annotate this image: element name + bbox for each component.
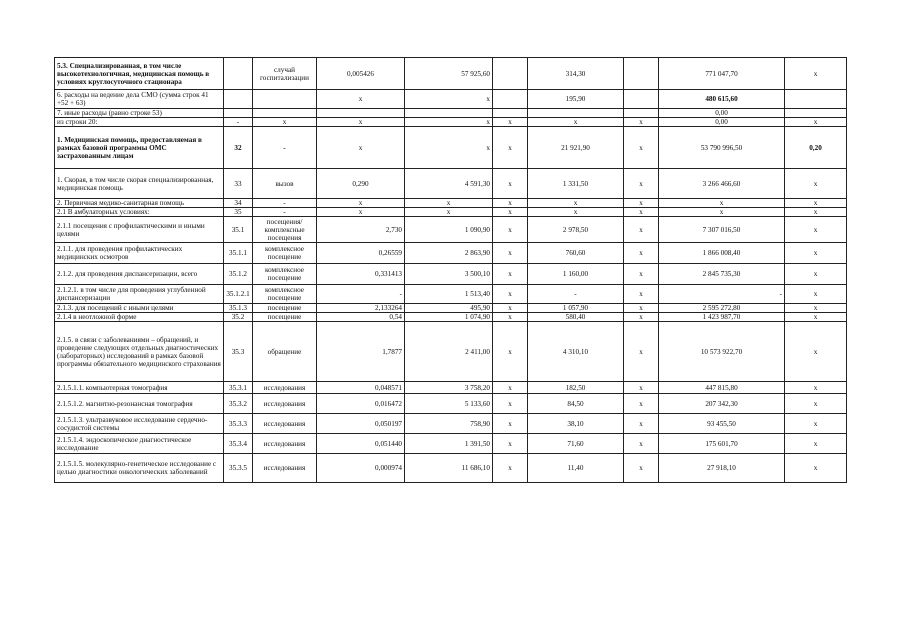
row-value-1: 0,54 xyxy=(317,313,405,322)
row-value-4: 21 921,90 xyxy=(528,127,624,169)
row-unit: посещение xyxy=(253,313,317,322)
row-name: 2.1.5.1.3. ультразвуковое исследование сердечно-сосудистой системы xyxy=(55,414,224,434)
row-value-7: х xyxy=(785,217,847,243)
row-code: 35.3 xyxy=(224,322,253,382)
row-value-6: 0,00 xyxy=(659,109,785,118)
row-value-7: х xyxy=(785,285,847,304)
row-value-5: х xyxy=(624,304,659,313)
row-unit: исследования xyxy=(253,434,317,454)
row-unit: случай госпитализации xyxy=(253,58,317,90)
row-code: 34 xyxy=(224,199,253,208)
row-name: 2.1.4 в неотложной форме xyxy=(55,313,224,322)
table-row xyxy=(55,434,847,454)
row-value-4: 71,60 xyxy=(528,434,624,454)
row-value-6: 2 845 735,30 xyxy=(659,264,785,285)
row-name: 2.1.5. в связи с заболеваниями – обращений, и проведение следующих отдельных диагностических (лабораторных) исследований в рамках базовой программы обязательного медицинского страхования xyxy=(55,322,224,382)
row-unit: исследования xyxy=(253,414,317,434)
row-value-3: х xyxy=(493,208,528,217)
row-value-4: - xyxy=(528,285,624,304)
row-value-3: х xyxy=(493,285,528,304)
row-value-7: х xyxy=(785,264,847,285)
row-value-7 xyxy=(785,90,847,109)
row-value-7 xyxy=(785,109,847,118)
row-value-1: 2,730 xyxy=(317,217,405,243)
row-value-6: х xyxy=(659,199,785,208)
table-row xyxy=(55,414,847,434)
row-code: 35.3.2 xyxy=(224,394,253,414)
row-unit: комплексное посещение xyxy=(253,264,317,285)
row-value-6: х xyxy=(659,208,785,217)
row-value-2: 2 863,90 xyxy=(405,243,493,264)
row-value-2 xyxy=(405,109,493,118)
row-value-7: х xyxy=(785,414,847,434)
row-value-5: х xyxy=(624,434,659,454)
row-value-7: х xyxy=(785,208,847,217)
row-value-5: х xyxy=(624,118,659,127)
row-value-1 xyxy=(317,109,405,118)
row-value-3: х xyxy=(493,434,528,454)
row-value-1: 2,133264 xyxy=(317,304,405,313)
row-value-6: - xyxy=(659,285,785,304)
row-value-4: 1 331,50 xyxy=(528,169,624,199)
row-value-6: 93 455,50 xyxy=(659,414,785,434)
row-value-2: 3 758,20 xyxy=(405,382,493,394)
row-value-5 xyxy=(624,109,659,118)
row-value-2: 1 391,50 xyxy=(405,434,493,454)
row-value-2: 1 090,90 xyxy=(405,217,493,243)
row-value-7: х xyxy=(785,304,847,313)
row-value-5: х xyxy=(624,127,659,169)
row-code: 32 xyxy=(224,127,253,169)
row-value-1: - xyxy=(317,285,405,304)
row-code: 35 xyxy=(224,208,253,217)
row-value-2: х xyxy=(405,208,493,217)
row-code xyxy=(224,109,253,118)
row-value-7: х xyxy=(785,58,847,90)
row-unit: комплексное посещение xyxy=(253,243,317,264)
row-value-1: х xyxy=(317,90,405,109)
row-value-5: х xyxy=(624,199,659,208)
row-value-6: 10 573 922,70 xyxy=(659,322,785,382)
row-unit: посещения/комплексные посещения xyxy=(253,217,317,243)
row-value-3: х xyxy=(493,118,528,127)
row-code: 35.1.2 xyxy=(224,264,253,285)
row-name: 2.1.2. для проведения диспансеризации, всего xyxy=(55,264,224,285)
row-value-6: 1 423 987,70 xyxy=(659,313,785,322)
row-value-5: х xyxy=(624,414,659,434)
row-value-1: х xyxy=(317,118,405,127)
row-value-6: 2 595 272,80 xyxy=(659,304,785,313)
row-value-2: 3 500,10 xyxy=(405,264,493,285)
row-value-5: х xyxy=(624,208,659,217)
row-value-5 xyxy=(624,58,659,90)
row-value-7: х xyxy=(785,118,847,127)
row-value-2: х xyxy=(405,199,493,208)
row-value-3 xyxy=(493,90,528,109)
row-value-4: 2 978,50 xyxy=(528,217,624,243)
row-value-6: 3 266 466,60 xyxy=(659,169,785,199)
row-value-1: 0,016472 xyxy=(317,394,405,414)
row-value-1: 0,051440 xyxy=(317,434,405,454)
row-value-5: х xyxy=(624,454,659,483)
row-name: 2. Первичная медико-санитарная помощь xyxy=(55,199,224,208)
row-value-5: х xyxy=(624,394,659,414)
row-value-4: 1 160,00 xyxy=(528,264,624,285)
row-value-5: х xyxy=(624,169,659,199)
row-value-1: 0,290 xyxy=(317,169,405,199)
row-value-2: 5 133,60 xyxy=(405,394,493,414)
row-value-3: х xyxy=(493,169,528,199)
row-value-6: 447 815,80 xyxy=(659,382,785,394)
table-row xyxy=(55,199,847,208)
row-unit: обращение xyxy=(253,322,317,382)
row-value-2: 1 074,90 xyxy=(405,313,493,322)
row-value-4: 760,60 xyxy=(528,243,624,264)
row-value-4: 195,90 xyxy=(528,90,624,109)
row-value-3: х xyxy=(493,217,528,243)
table-row xyxy=(55,58,847,90)
row-name: 6. расходы на ведение дела СМО (сумма строк 41 +52 + 63) xyxy=(55,90,224,109)
row-unit: исследования xyxy=(253,394,317,414)
row-code: 35.1.1 xyxy=(224,243,253,264)
row-value-1: 0,048571 xyxy=(317,382,405,394)
row-code: 35.2 xyxy=(224,313,253,322)
row-unit xyxy=(253,90,317,109)
row-value-2: 2 411,00 xyxy=(405,322,493,382)
row-value-6: 771 047,70 xyxy=(659,58,785,90)
table-row xyxy=(55,264,847,285)
row-value-7: х xyxy=(785,199,847,208)
row-value-5: х xyxy=(624,382,659,394)
row-value-1: 0,26559 xyxy=(317,243,405,264)
table-row xyxy=(55,208,847,217)
row-value-1: х xyxy=(317,199,405,208)
tariff-table xyxy=(54,57,847,483)
row-value-1: 0,331413 xyxy=(317,264,405,285)
row-value-1: 0,000974 xyxy=(317,454,405,483)
row-value-5: х xyxy=(624,243,659,264)
row-name: 1. Медицинская помощь, предоставляемая в рамках базовой программы ОМС застрахованным лицам xyxy=(55,127,224,169)
row-value-3: х xyxy=(493,414,528,434)
row-value-6: 175 601,70 xyxy=(659,434,785,454)
row-value-2: 495,90 xyxy=(405,304,493,313)
row-value-7: х xyxy=(785,382,847,394)
row-code: 35.1.3 xyxy=(224,304,253,313)
row-value-7: 0,20 xyxy=(785,127,847,169)
row-value-4: 314,30 xyxy=(528,58,624,90)
row-value-5: х xyxy=(624,264,659,285)
row-name: из строки 20: xyxy=(55,118,224,127)
row-code: 35.3.5 xyxy=(224,454,253,483)
row-code: 35.3.3 xyxy=(224,414,253,434)
row-value-6: 0,00 xyxy=(659,118,785,127)
row-name: 2.1.5.1.5. молекулярно-генетическое исследование с целью диагностики онкологических заболеваний xyxy=(55,454,224,483)
row-value-4 xyxy=(528,109,624,118)
table-row xyxy=(55,285,847,304)
row-value-3: х xyxy=(493,304,528,313)
row-value-2: 758,90 xyxy=(405,414,493,434)
row-code: 35.1 xyxy=(224,217,253,243)
row-value-3: х xyxy=(493,127,528,169)
row-name: 2.1.5.1.1. компьютерная томография xyxy=(55,382,224,394)
row-value-1: х xyxy=(317,127,405,169)
row-unit: исследования xyxy=(253,382,317,394)
row-value-4: 11,40 xyxy=(528,454,624,483)
table-row xyxy=(55,304,847,313)
table-row xyxy=(55,394,847,414)
row-value-7: х xyxy=(785,454,847,483)
table-row xyxy=(55,90,847,109)
row-value-5 xyxy=(624,90,659,109)
row-value-7: х xyxy=(785,313,847,322)
row-value-5: х xyxy=(624,322,659,382)
row-name: 2.1.1 посещения с профилактическими и иными целями xyxy=(55,217,224,243)
row-value-3: х xyxy=(493,394,528,414)
row-value-3: х xyxy=(493,199,528,208)
row-value-3 xyxy=(493,58,528,90)
row-value-6: 27 918,10 xyxy=(659,454,785,483)
table-row xyxy=(55,243,847,264)
row-code: 35.3.4 xyxy=(224,434,253,454)
row-unit: - xyxy=(253,127,317,169)
row-unit: х xyxy=(253,118,317,127)
row-value-7: х xyxy=(785,322,847,382)
row-name: 2.1.2.1. в том числе для проведения углубленной диспансеризации xyxy=(55,285,224,304)
table-row xyxy=(55,322,847,382)
row-name: 1. Скорая, в том числе скорая специализированная, медицинская помощь xyxy=(55,169,224,199)
row-code: 35.3.1 xyxy=(224,382,253,394)
row-value-3: х xyxy=(493,322,528,382)
row-value-2: 4 591,30 xyxy=(405,169,493,199)
row-value-6: 53 790 996,50 xyxy=(659,127,785,169)
table-row xyxy=(55,127,847,169)
row-unit: - xyxy=(253,199,317,208)
row-value-7: х xyxy=(785,434,847,454)
row-value-3: х xyxy=(493,243,528,264)
row-value-1: 0,005426 xyxy=(317,58,405,90)
row-unit: посещение xyxy=(253,304,317,313)
table-row xyxy=(55,118,847,127)
row-value-2: 1 513,40 xyxy=(405,285,493,304)
row-code: 35.1.2.1 xyxy=(224,285,253,304)
row-value-2: х xyxy=(405,127,493,169)
row-value-1: 1,7877 xyxy=(317,322,405,382)
row-value-7: х xyxy=(785,169,847,199)
row-value-7: х xyxy=(785,243,847,264)
row-value-6: 480 615,60 xyxy=(659,90,785,109)
row-value-2: х xyxy=(405,90,493,109)
row-value-3: х xyxy=(493,454,528,483)
row-name: 2.1.5.1.2. магнитно-резонансная томография xyxy=(55,394,224,414)
row-value-3 xyxy=(493,109,528,118)
row-value-2: 11 686,10 xyxy=(405,454,493,483)
row-value-1: х xyxy=(317,208,405,217)
row-code xyxy=(224,90,253,109)
table-row xyxy=(55,109,847,118)
row-value-6: 207 342,30 xyxy=(659,394,785,414)
row-value-5: х xyxy=(624,285,659,304)
row-name: 2.1.3. для посещений с иными целями xyxy=(55,304,224,313)
row-name: 2.1.1. для проведения профилактических медицинских осмотров xyxy=(55,243,224,264)
row-code xyxy=(224,58,253,90)
row-value-3: х xyxy=(493,382,528,394)
row-value-6: 7 307 016,50 xyxy=(659,217,785,243)
row-value-4: 84,50 xyxy=(528,394,624,414)
row-name: 2.1 В амбулаторных условиях: xyxy=(55,208,224,217)
row-value-3: х xyxy=(493,313,528,322)
row-value-6: 1 866 008,40 xyxy=(659,243,785,264)
row-value-5: х xyxy=(624,313,659,322)
row-value-1: 0,050197 xyxy=(317,414,405,434)
row-value-4: 4 310,10 xyxy=(528,322,624,382)
row-value-7: х xyxy=(785,394,847,414)
row-value-4: 580,40 xyxy=(528,313,624,322)
row-value-2: 57 925,60 xyxy=(405,58,493,90)
table-row xyxy=(55,217,847,243)
row-code: 33 xyxy=(224,169,253,199)
row-value-4: 38,10 xyxy=(528,414,624,434)
row-value-3: х xyxy=(493,264,528,285)
row-value-5: х xyxy=(624,217,659,243)
row-value-2: х xyxy=(405,118,493,127)
table-row xyxy=(55,454,847,483)
row-unit: вызов xyxy=(253,169,317,199)
table-row xyxy=(55,382,847,394)
row-code: - xyxy=(224,118,253,127)
row-value-4: 1 057,90 xyxy=(528,304,624,313)
table-row xyxy=(55,313,847,322)
row-name: 2.1.5.1.4. эндоскопическое диагностическое исследование xyxy=(55,434,224,454)
row-unit: исследования xyxy=(253,454,317,483)
row-value-4: х xyxy=(528,199,624,208)
row-unit: - xyxy=(253,208,317,217)
row-name: 5.3. Специализированная, в том числе высокотехнологичная, медицинская помощь в условиях круглосуточного стационара xyxy=(55,58,224,90)
row-unit: комплексное посещение xyxy=(253,285,317,304)
row-unit xyxy=(253,109,317,118)
table-row xyxy=(55,169,847,199)
row-value-4: х xyxy=(528,208,624,217)
row-name: 7. иные расходы (равно строке 53) xyxy=(55,109,224,118)
row-value-4: 182,50 xyxy=(528,382,624,394)
row-value-4: х xyxy=(528,118,624,127)
